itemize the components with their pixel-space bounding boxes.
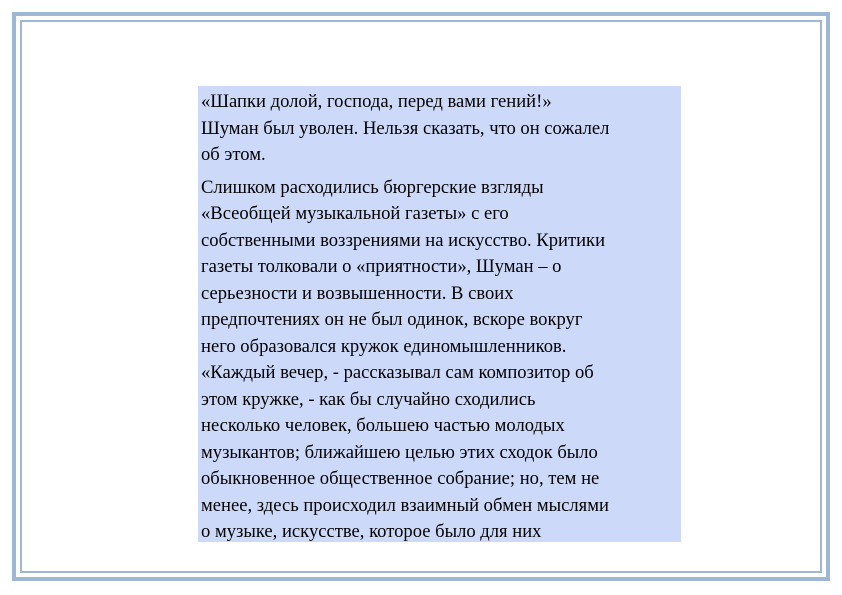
text-box [198,86,681,542]
paragraph-body: Слишком расходились бюргерские взгляды «Всеобщей музыкальной газеты» с его собственными воззрениями на искусство. Критики газеты толковали о «приятности», Шуман – о серьезности и возвышенности. В своих предпочтениях он не был одинок, вскоре вокруг него образовался кружок единомышленников. «Каждый вечер, - рассказывал сам композитор об этом кружке, - как бы случайно сходились несколько человек, большею частью молодых музыкантов; ближайшею целью этих сходок было обыкновенное общественное собрание; но, тем не менее, здесь происходил взаимный обмен мыслями о музыке, искусстве, которое было для них [201,176,609,542]
paragraph-quote: «Шапки долой, господа, перед вами гений!» Шуман был уволен. Нельзя сказать, что он сожалел об этом. [201,91,610,165]
